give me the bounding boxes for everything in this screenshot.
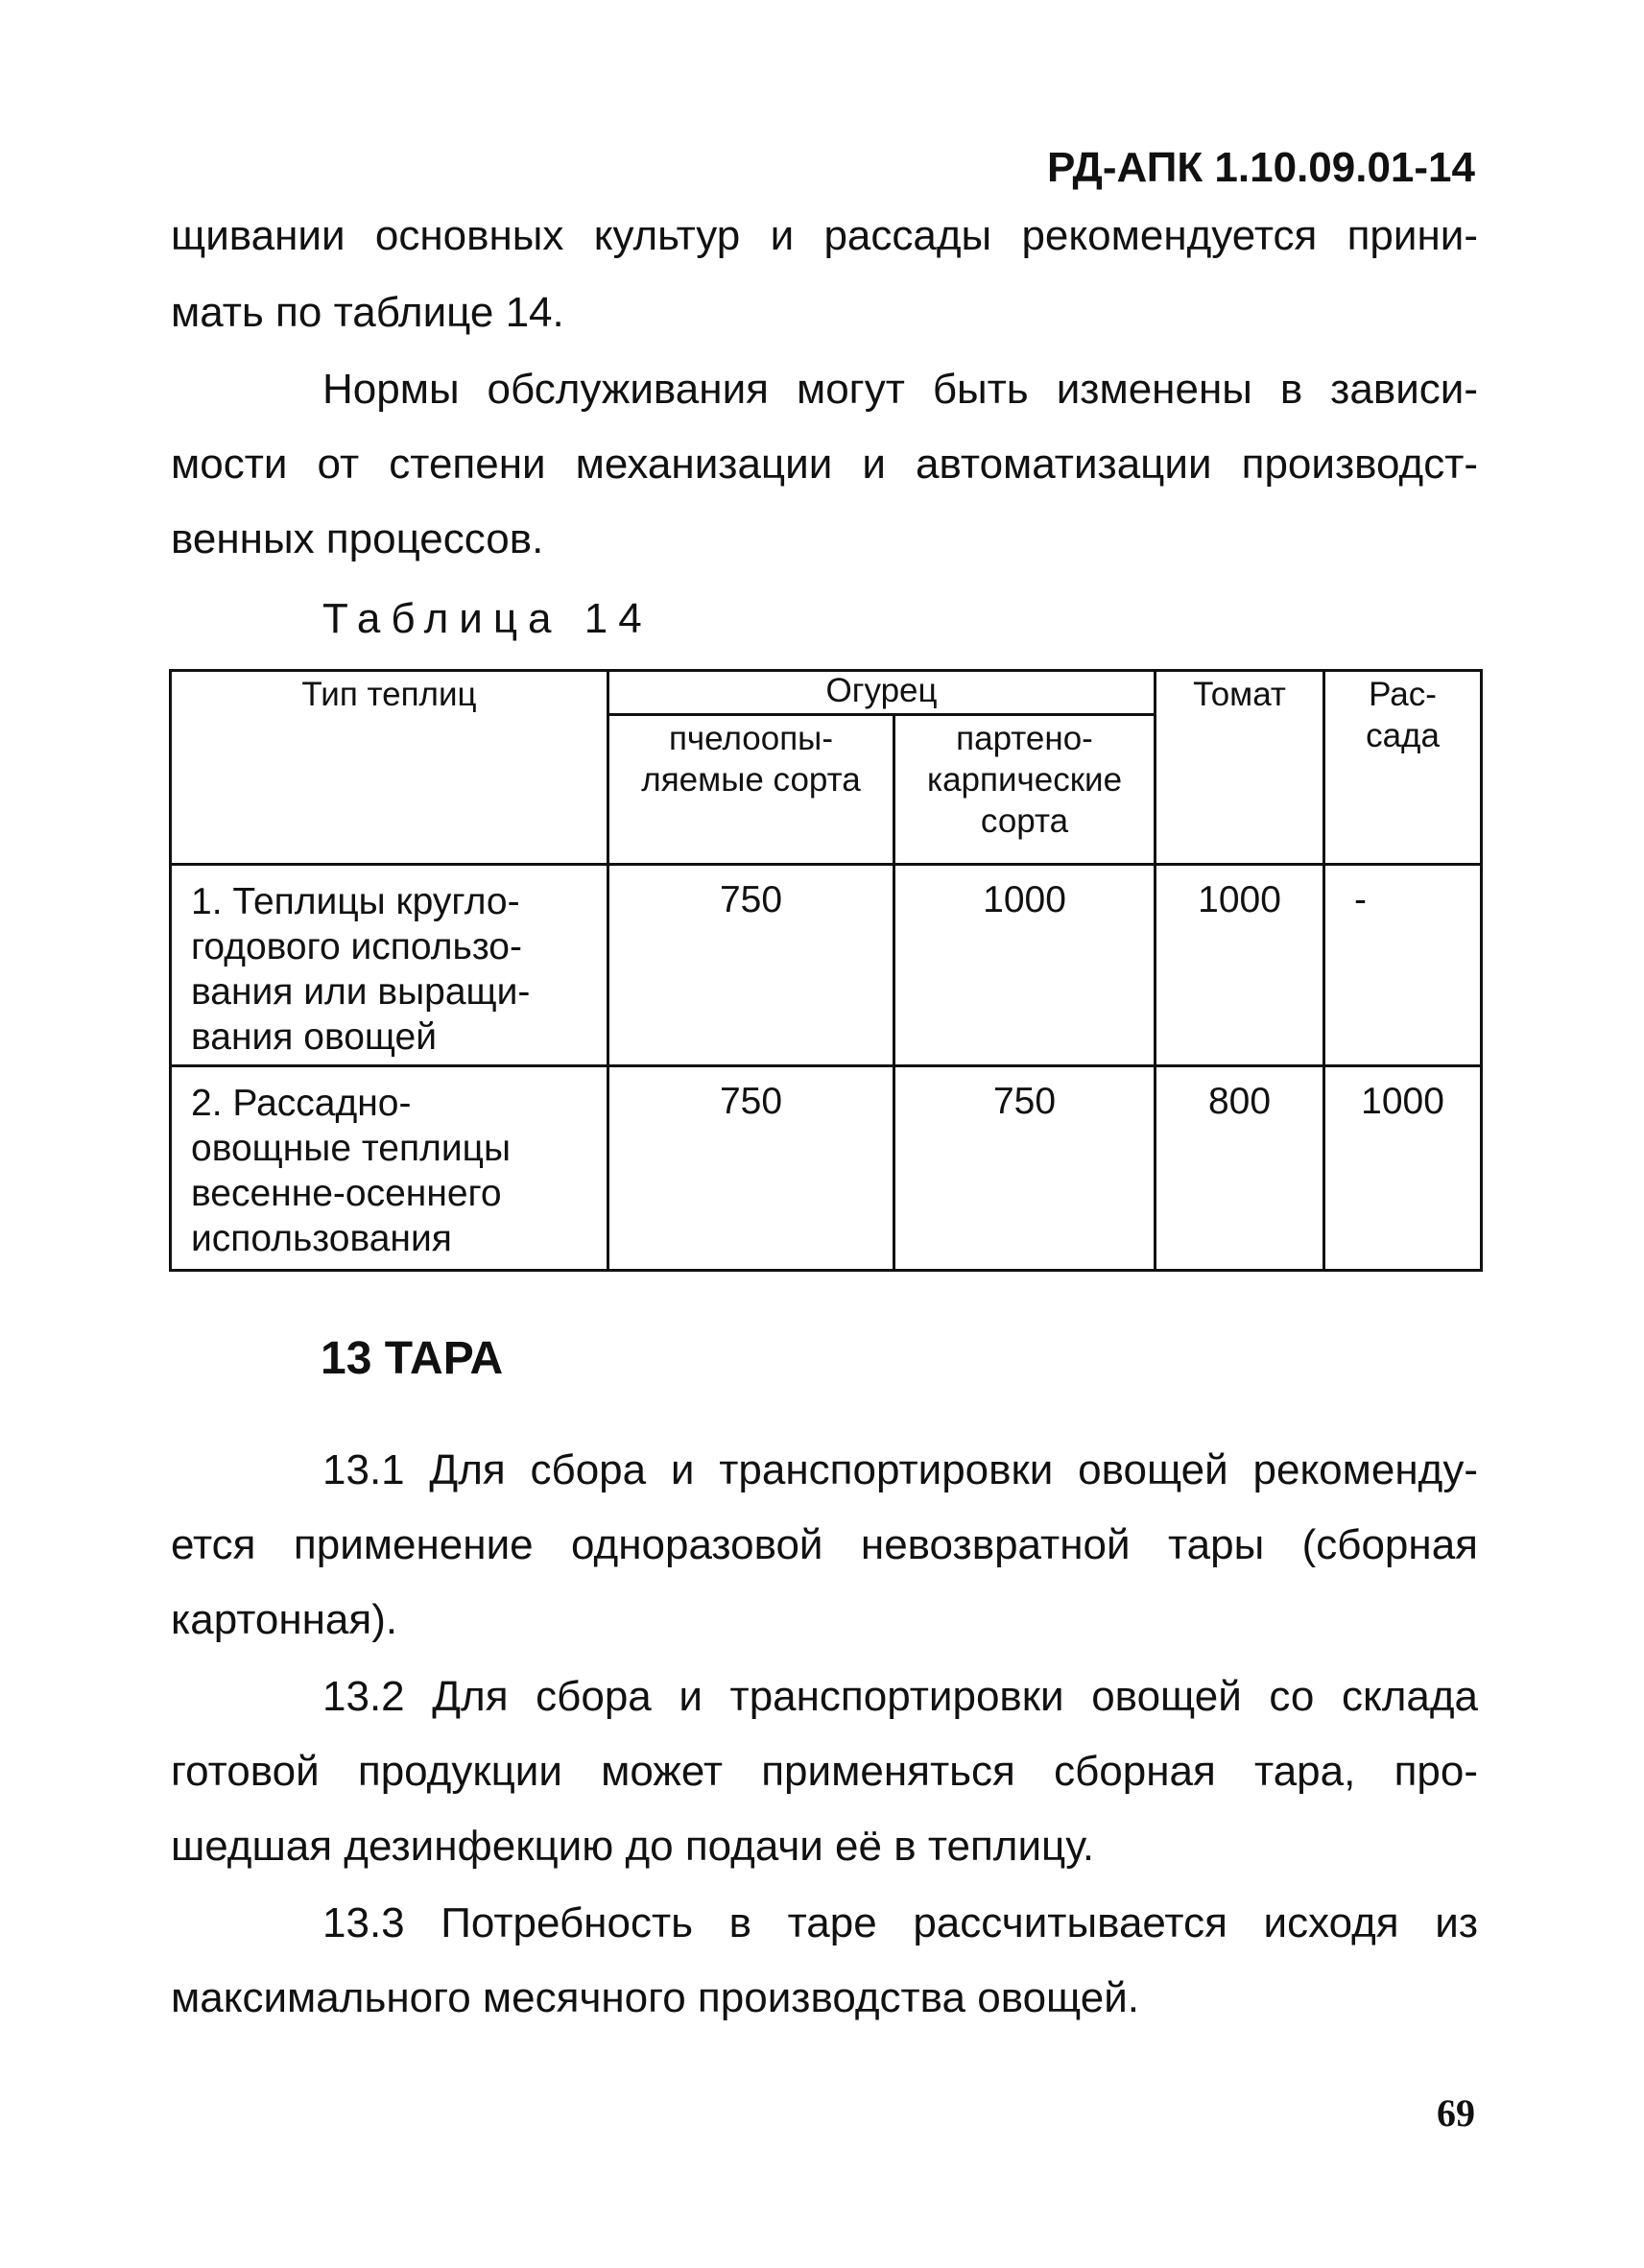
item-13-1-line-3: картонная). [171,1596,398,1643]
header-parthenocarpic [894,715,1156,865]
row-2-seedlings: 1000 [1324,1066,1482,1271]
row-1-parth: 1000 [894,865,1156,1066]
item-13-1-line-2: ется применение одноразовой невозвратной тары (сборная [171,1521,1478,1568]
header-greenhouse-type [171,671,608,865]
paragraph-2-line-2: мости от степени механизации и автоматизации производст- [171,441,1478,488]
paragraph-1-line-1: щивании основных культур и рассады рекомендуется прини- [171,212,1478,259]
row-2-bee: 750 [608,1066,894,1271]
header-seedlings [1324,671,1482,865]
document-code: РД-АПК 1.10.09.01-14 [1046,144,1475,191]
row-2-tomato: 800 [1156,1066,1324,1271]
table-row [171,865,1482,1066]
row-1-seedlings: - [1324,865,1482,1066]
header-cucumber-text: Огурец [825,672,938,709]
item-13-2-line-2: готовой продукции может применяться сборная тара, про- [171,1748,1478,1795]
item-13-2-line-3: шедшая дезинфекцию до подачи её в теплицу. [171,1823,1095,1870]
header-seedlings-text: Рас- сада [1366,676,1440,754]
header-cucumber [608,671,1156,715]
header-parthenocarpic-text: партено- карпические сорта [926,720,1123,840]
header-tomato-text: Томат [1193,676,1286,713]
section-title: 13 ТАРА [321,1333,504,1384]
row-2-label: 2. Рассадно- овощные теплицы весенне-осеннего использования [171,1066,608,1271]
row-1-label: 1. Теплицы кругло- годового использо- вания или выращи- вания овощей [171,865,608,1066]
table-row [171,1066,1482,1271]
paragraph-2-line-3: венных процессов. [171,515,544,562]
header-bee-pollinated-text: пчелоопы- ляемые сорта [641,720,861,799]
row-2-parth: 750 [894,1066,1156,1271]
header-bee-pollinated [608,715,894,865]
row-1-tomato: 1000 [1156,865,1324,1066]
row-1-bee: 750 [608,865,894,1066]
item-13-3-line-2: максимального месячного производства овощей. [171,1974,1140,2021]
header-tomato [1156,671,1324,865]
item-13-1-line-1: 13.1 Для сбора и транспортировки овощей рекоменду- [322,1446,1478,1493]
table-caption: Таблица 14 [322,595,653,642]
item-13-3-line-1: 13.3 Потребность в таре рассчитывается исходя из [322,1899,1478,1946]
page-number: 69 [1437,2091,1475,2135]
norms-table [169,669,1483,1272]
item-13-2-line-1: 13.2 Для сбора и транспортировки овощей со склада [322,1673,1478,1720]
header-greenhouse-type-text: Тип теплиц [301,676,477,713]
paragraph-2-line-1: Нормы обслуживания могут быть изменены в зависи- [322,366,1478,413]
paragraph-1-line-2: мать по таблице 14. [171,289,564,336]
